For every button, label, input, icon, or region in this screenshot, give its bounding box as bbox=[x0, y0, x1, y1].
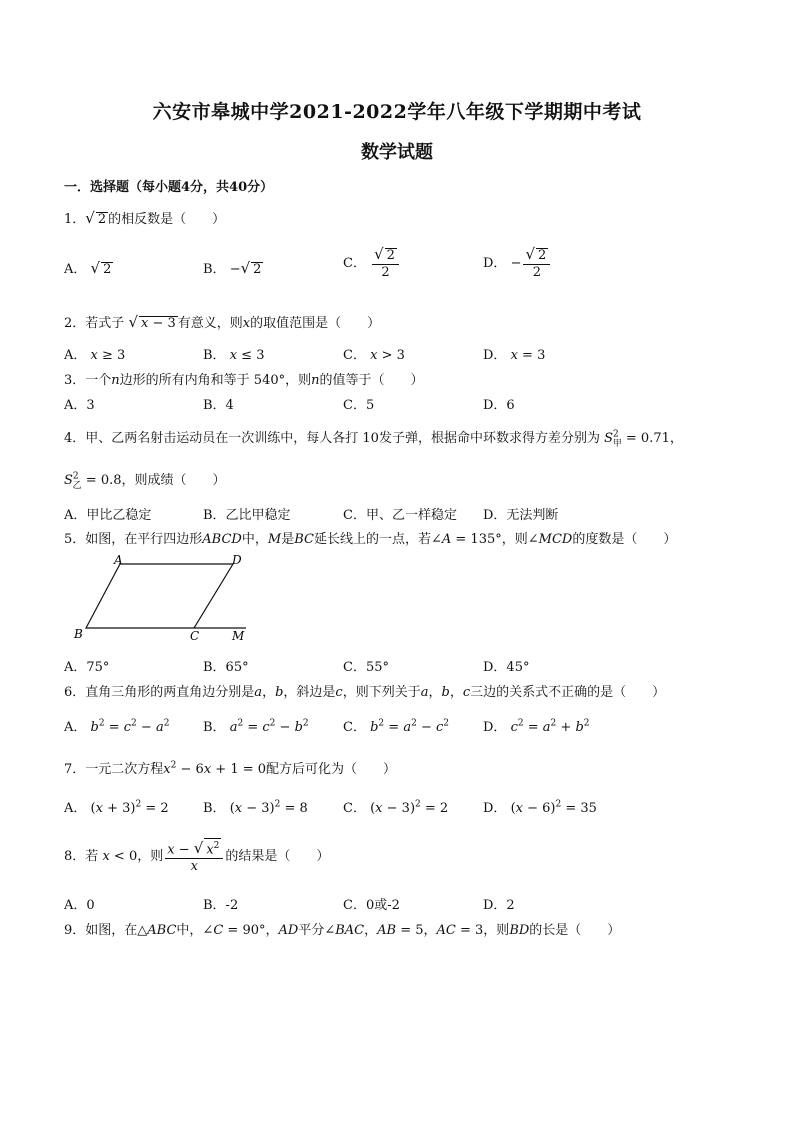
question-text: ，则 bbox=[137, 849, 164, 865]
question-text: 甲、乙两名射击运动员在一次训练中，每人各打 10发子弹，根据命中环数求得方差分别为 bbox=[85, 431, 600, 446]
question-5: 5．如图，在平行四边形ABCD中，M是BC延长线上的一点，若∠A = 135°，则∠MCD的度数是（ ） bbox=[64, 532, 677, 547]
point-label-m: M bbox=[232, 629, 245, 643]
question-number: 4． bbox=[64, 431, 86, 446]
question-text: 的度数是（ ） bbox=[572, 532, 677, 547]
question-text: 延长线上的一点，若 bbox=[313, 532, 431, 547]
option-d[interactable]: D． x = 3 bbox=[483, 348, 546, 363]
option-d[interactable]: D．无法判断 bbox=[483, 508, 559, 523]
option-c[interactable]: C． x > 3 bbox=[343, 348, 405, 363]
option-d[interactable]: D． − $\frac{√ 2}{2}$ bbox=[483, 246, 552, 281]
vertex-label-d: D bbox=[232, 553, 242, 567]
question-text: ，则成绩（ ） bbox=[121, 473, 226, 488]
question-text: ，则 bbox=[501, 532, 528, 547]
option-label: A． bbox=[64, 348, 87, 363]
question-text: 三边的关系式不正确的是（ ） bbox=[470, 685, 666, 700]
option-label: A． bbox=[64, 720, 87, 735]
question-number: 9． bbox=[64, 923, 86, 938]
question-number: 7． bbox=[64, 762, 86, 777]
option-c[interactable]: C．55° bbox=[343, 660, 389, 675]
vertex-label-a: A bbox=[114, 553, 123, 567]
option-label: D． bbox=[483, 348, 507, 363]
option-label: A． bbox=[64, 801, 87, 816]
page-subtitle: 数学试题 bbox=[361, 142, 433, 163]
question-1: 1．√ 2 的相反数是（ ） bbox=[64, 209, 226, 227]
question-text: ，则 bbox=[483, 923, 510, 938]
option-label: D． bbox=[483, 801, 507, 816]
question-text: 边形的所有内角和等于 540°，则 bbox=[119, 373, 312, 388]
question-text: ，斜边是 bbox=[283, 685, 336, 700]
question-text: 中， bbox=[176, 923, 203, 938]
option-a[interactable]: A．0 bbox=[64, 898, 95, 913]
question-number: 3． bbox=[64, 373, 86, 388]
question-text: 是 bbox=[281, 532, 295, 547]
question-text: 的长是（ ） bbox=[529, 923, 621, 938]
option-a[interactable]: A． $b^2 = c^2 - a^2$ bbox=[64, 718, 170, 735]
option-label: C． bbox=[343, 256, 366, 271]
option-b[interactable]: B．4 bbox=[203, 398, 234, 413]
question-text: 如图，在△ bbox=[85, 923, 148, 938]
question-text: 配方后可化为（ ） bbox=[266, 762, 397, 777]
option-label: C． bbox=[343, 801, 366, 816]
question-6: 6．直角三角形的两直角边分别是a，b，斜边是c，则下列关于a，b，c三边的关系式不正确的是（ ） bbox=[64, 685, 666, 700]
option-c[interactable]: C． $(x - 3)^2 = 2$ bbox=[343, 799, 449, 816]
question-text: ，则下列关于 bbox=[342, 685, 421, 700]
question-text: 如图，在平行四边形 bbox=[85, 532, 203, 547]
page-title: 六安市皋城中学2021-2022学年八年级下学期期中考试 bbox=[152, 101, 642, 123]
vertex-label-c: C bbox=[190, 629, 200, 643]
question-text: 的相反数是（ ） bbox=[108, 212, 226, 227]
option-d[interactable]: D．6 bbox=[483, 398, 515, 413]
option-label: B． bbox=[203, 348, 226, 363]
option-c[interactable]: C．0或-2 bbox=[343, 898, 400, 913]
question-4-cont: $S^2_乙 = 0.8$，则成绩（ ） bbox=[64, 471, 226, 491]
option-b[interactable]: B． x ≤ 3 bbox=[203, 348, 265, 363]
option-label: C． bbox=[343, 348, 366, 363]
option-a[interactable]: A．甲比乙稳定 bbox=[64, 508, 152, 523]
option-label: B． bbox=[203, 801, 226, 816]
option-c[interactable]: C． $\frac{√ 2}{2}$ bbox=[343, 246, 401, 281]
question-number: 5． bbox=[64, 532, 86, 547]
option-d[interactable]: D．2 bbox=[483, 898, 515, 913]
option-d[interactable]: D．45° bbox=[483, 660, 530, 675]
question-3: 3．一个n边形的所有内角和等于 540°，则n的值等于（ ） bbox=[64, 373, 424, 388]
option-label: B． bbox=[203, 720, 226, 735]
vertex-label-b: B bbox=[74, 627, 83, 641]
question-text: 的值等于（ ） bbox=[319, 373, 424, 388]
option-d[interactable]: D． $(x - 6)^2 = 35$ bbox=[483, 799, 597, 816]
parallelogram-figure bbox=[70, 552, 260, 644]
option-c[interactable]: C． $b^2 = a^2 - c^2$ bbox=[343, 718, 450, 735]
option-b[interactable]: B． −√ 2 bbox=[203, 259, 262, 277]
option-b[interactable]: B．65° bbox=[203, 660, 249, 675]
question-7: 7．一元二次方程$x^2 - 6x + 1 = 0$配方后可化为（ ） bbox=[64, 760, 397, 777]
option-a[interactable]: A． x ≥ 3 bbox=[64, 348, 126, 363]
question-text: 有意义，则 bbox=[177, 316, 243, 331]
question-text: 若 bbox=[85, 849, 99, 865]
option-a[interactable]: A． $(x + 3)^2 = 2$ bbox=[64, 799, 169, 816]
option-d[interactable]: D． $c^2 = a^2 + b^2$ bbox=[483, 718, 590, 735]
option-a[interactable]: A． √ 2 bbox=[64, 259, 112, 277]
question-number: 2． bbox=[64, 316, 86, 331]
option-b[interactable]: B．-2 bbox=[203, 898, 239, 913]
option-b[interactable]: B．乙比甲稳定 bbox=[203, 508, 291, 523]
section-heading: 一．选择题（每小题4分，共40分） bbox=[64, 180, 274, 195]
question-text: 一元二次方程 bbox=[85, 762, 164, 777]
option-a[interactable]: A．3 bbox=[64, 398, 95, 413]
option-label: A． bbox=[64, 262, 87, 277]
question-text: 若式子 bbox=[85, 316, 125, 331]
question-text: 的取值范围是（ ） bbox=[250, 316, 381, 331]
option-label: B． bbox=[203, 262, 226, 277]
question-text: 中， bbox=[241, 532, 268, 547]
question-text: 的结果是（ ） bbox=[225, 849, 330, 865]
option-c[interactable]: C．甲、乙一样稳定 bbox=[343, 508, 457, 523]
question-number: 6． bbox=[64, 685, 86, 700]
question-2: 2．若式子 √ x − 3 有意义，则x的取值范围是（ ） bbox=[64, 313, 381, 331]
option-label: D． bbox=[483, 720, 507, 735]
option-a[interactable]: A．75° bbox=[64, 660, 110, 675]
question-9: 9．如图，在△ABC中，∠C = 90°，AD平分∠BAC，AB = 5，AC = 3，则BD的长是（ ） bbox=[64, 923, 621, 938]
question-number: 1． bbox=[64, 212, 86, 227]
option-label: D． bbox=[483, 256, 507, 271]
option-label: C． bbox=[343, 720, 366, 735]
question-text: 直角三角形的两直角边分别是 bbox=[85, 685, 255, 700]
option-b[interactable]: B． $a^2 = c^2 - b^2$ bbox=[203, 718, 309, 735]
parallelogram-shape bbox=[86, 564, 233, 628]
question-number: 8． bbox=[64, 849, 86, 865]
question-4: 4．甲、乙两名射击运动员在一次训练中，每人各打 10发子弹，根据命中环数求得方差分别为 $S^2_甲 = 0.71$， bbox=[64, 429, 683, 449]
question-text: 一个 bbox=[85, 373, 112, 388]
option-c[interactable]: C．5 bbox=[343, 398, 375, 413]
option-b[interactable]: B． $(x - 3)^2 = 8$ bbox=[203, 799, 308, 816]
question-8: 8．若 x < 0，则 $\frac{x - √ x^2}{x}$ 的结果是（ ） bbox=[64, 839, 330, 875]
